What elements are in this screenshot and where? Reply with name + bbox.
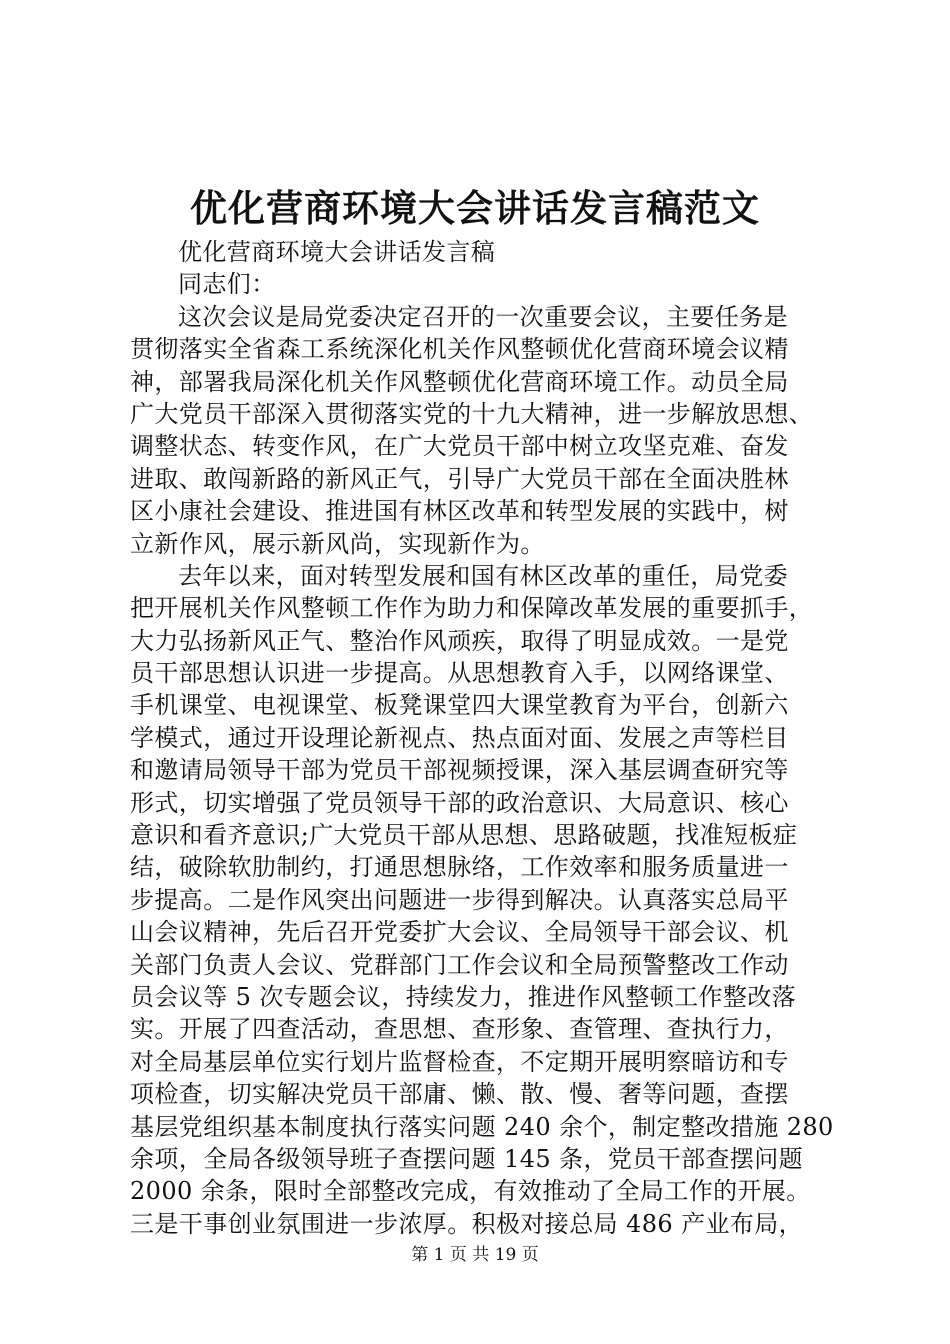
text-line: 手机课堂、电视课堂、板凳课堂四大课堂教育为平台，创新六 [130, 691, 789, 720]
text-line: 学模式，通过开设理论新视点、热点面对面、发展之声等栏目 [130, 723, 789, 752]
text-line: 员会议等 5 次专题会议，持续发力，推进作风整顿工作整改落 [130, 982, 797, 1011]
text-line: 调整状态、转变作风，在广大党员干部中树立攻坚克难、奋发 [130, 432, 789, 461]
text-line: 员干部思想认识进一步提高。从思想教育入手，以网络课堂、 [130, 659, 789, 688]
text-line: 2000 余条，限时全部整改完成，有效推动了全局工作的开展。 [130, 1177, 811, 1206]
text-line: 步提高。二是作风突出问题进一步得到解决。认真落实总局平 [130, 885, 789, 914]
text-line: 实。开展了四查活动，查思想、查形象、查管理、查执行力， [130, 1015, 789, 1044]
document-title: 优化营商环境大会讲话发言稿范文 [190, 186, 760, 230]
text-line: 去年以来，面对转型发展和国有林区改革的重任，局党委 [178, 561, 788, 590]
text-line: 神，部署我局深化机关作风整顿优化营商环境工作。动员全局 [130, 367, 789, 396]
text-line: 项检查，切实解决党员干部庸、懒、散、慢、奢等问题，查摆 [130, 1080, 789, 1109]
text-line: 优化营商环境大会讲话发言稿 [178, 238, 496, 266]
text-line: 和邀请局领导干部为党员干部视频授课，深入基层调查研究等 [130, 756, 789, 785]
text-line: 这次会议是局党委决定召开的一次重要会议，主要任务是 [178, 302, 788, 331]
text-line: 三是干事创业氛围进一步浓厚。积极对接总局 486 产业布局， [130, 1209, 804, 1238]
text-line: 结，破除软肋制约，打通思想脉络，工作效率和服务质量进一 [130, 853, 789, 882]
text-line: 广大党员干部深入贯彻落实党的十九大精神，进一步解放思想、 [130, 399, 814, 428]
text-line: 进取、敢闯新路的新风正气，引导广大党员干部在全面决胜林 [130, 464, 789, 493]
text-line: 基层党组织基本制度执行落实问题 240 余个，制定整改措施 280 [130, 1112, 834, 1141]
text-line: 山会议精神，先后召开党委扩大会议、全局领导干部会议、机 [130, 918, 789, 947]
text-line: 把开展机关作风整顿工作作为助力和保障改革发展的重要抓手， [130, 594, 814, 623]
text-line: 贯彻落实全省森工系统深化机关作风整顿优化营商环境会议精 [130, 335, 789, 364]
page-footer: 第 1 页 共 19 页 [411, 1245, 539, 1265]
text-line: 立新作风，展示新风尚，实现新作为。 [130, 529, 545, 558]
document-body [130, 236, 834, 1240]
text-line: 余项，全局各级领导班子查摆问题 145 条，党员干部查摆问题 [130, 1144, 804, 1173]
text-line: 同志们： [178, 270, 276, 299]
text-line: 关部门负责人会议、党群部门工作会议和全局预警整改工作动 [130, 950, 789, 979]
text-line: 意识和看齐意识;广大党员干部从思想、思路破题，找准短板症 [130, 821, 798, 850]
text-line: 区小康社会建设、推进国有林区改革和转型发展的实践中，树 [130, 497, 789, 526]
text-line: 大力弘扬新风正气、整治作风顽疾，取得了明显成效。一是党 [130, 626, 789, 655]
text-line: 对全局基层单位实行划片监督检查，不定期开展明察暗访和专 [130, 1047, 789, 1076]
text-line: 形式，切实增强了党员领导干部的政治意识、大局意识、核心 [130, 788, 789, 817]
